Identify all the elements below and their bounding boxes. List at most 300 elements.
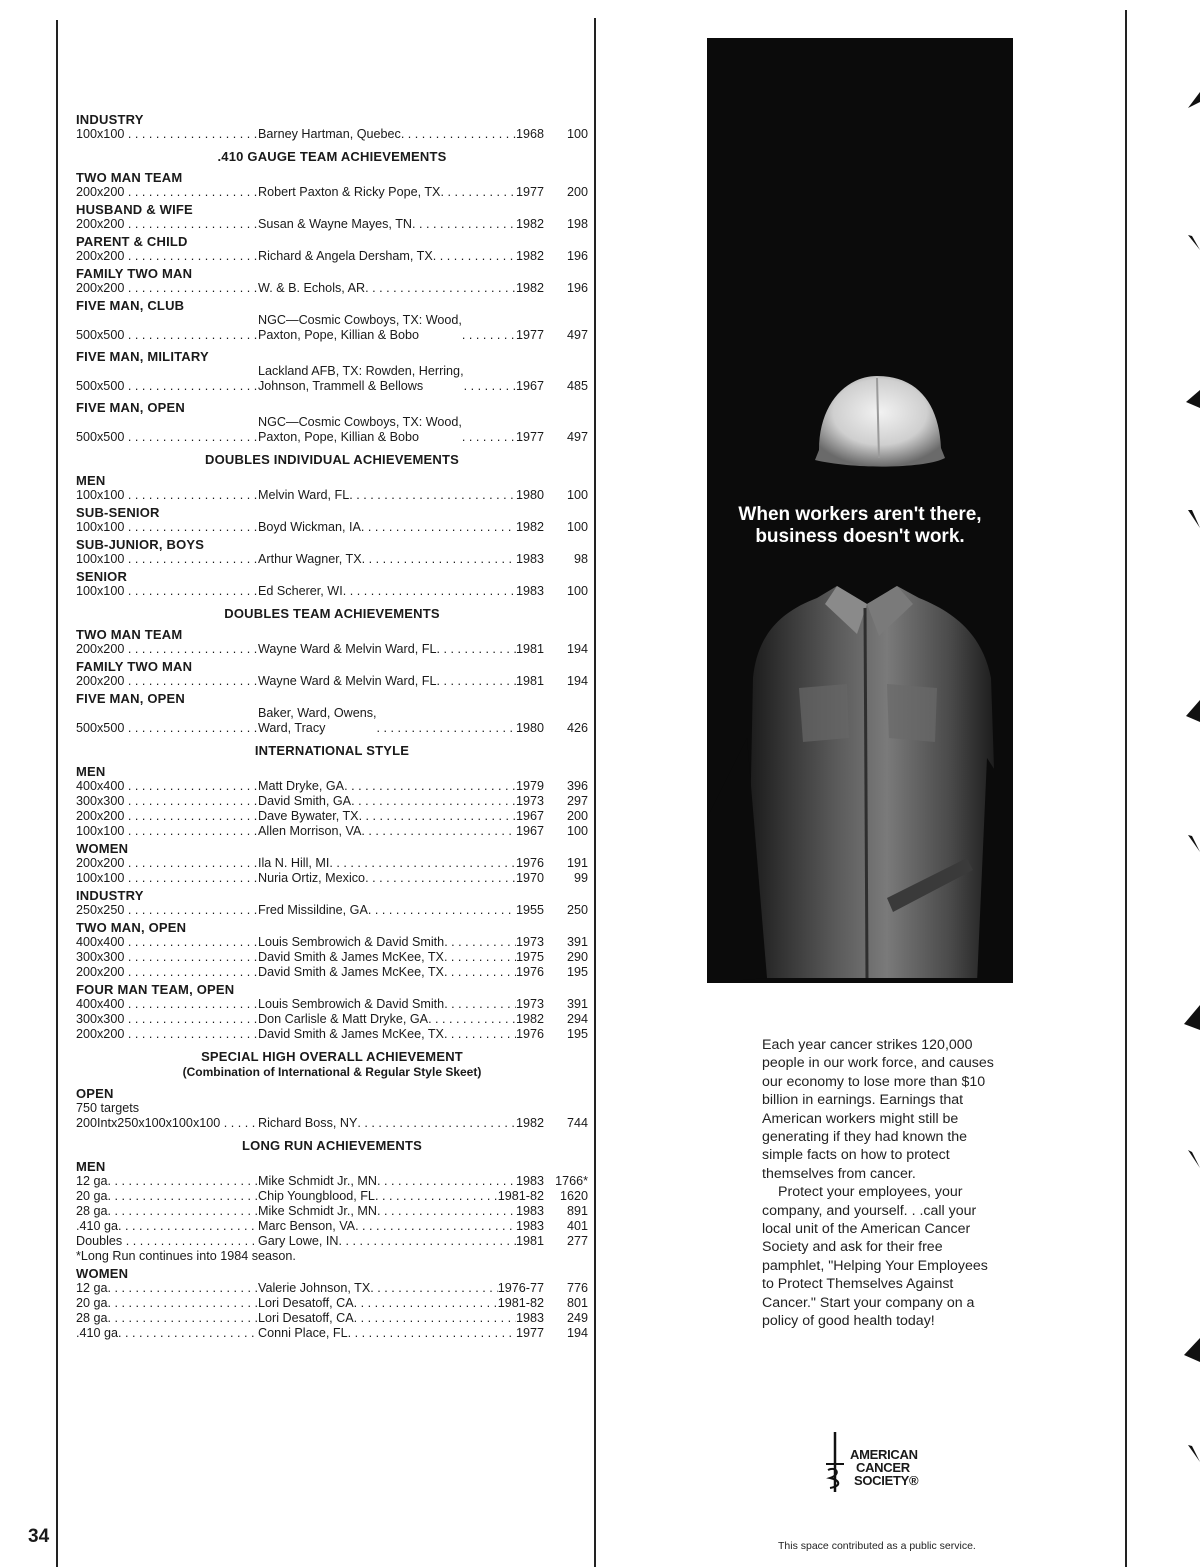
record-row bbox=[76, 185, 588, 200]
ad-body-paragraph-2: Protect your employees, your company, and yourself. . .call your local unit of the American Cancer Society and ask for their free pamphlet, "Helping Your Employees to Protect Themselves Against Cancer." Start your company on a policy of good health today! bbox=[762, 1184, 988, 1330]
category-heading: FIVE MAN, MILITARY bbox=[76, 349, 209, 364]
record-size: 100x100 . . . bbox=[76, 488, 258, 503]
record-score: 391 bbox=[566, 935, 588, 949]
record-score: 194 bbox=[566, 1326, 588, 1340]
record-year: 1976 bbox=[515, 856, 544, 870]
record-entry bbox=[258, 642, 544, 657]
leader-dots bbox=[436, 674, 516, 689]
record-size: 12 ga. . . . bbox=[76, 1281, 258, 1296]
record-size: 200x200 . . . bbox=[76, 281, 258, 296]
record-entry bbox=[258, 1234, 544, 1249]
record-row bbox=[76, 127, 588, 142]
record-holder: Matt Dryke, GA bbox=[258, 779, 345, 793]
record-row bbox=[76, 1219, 588, 1234]
record-size: 200x200 . . . bbox=[76, 642, 258, 657]
leader-dots bbox=[354, 1296, 498, 1311]
category-heading: INDUSTRY bbox=[76, 112, 144, 127]
leader-dots bbox=[433, 249, 516, 264]
section-heading: DOUBLES TEAM ACHIEVEMENTS bbox=[224, 606, 440, 621]
record-holder: Conni Place, FL bbox=[258, 1326, 348, 1340]
record-size: 200x200 . . . bbox=[76, 217, 258, 232]
record-year: 1977 bbox=[515, 1326, 544, 1340]
record-score: 391 bbox=[566, 997, 588, 1011]
record-score: 98 bbox=[573, 552, 588, 566]
record-size: 12 ga. . . . bbox=[76, 1174, 258, 1189]
ad-body-copy bbox=[762, 1036, 994, 1331]
record-row bbox=[76, 1174, 588, 1189]
record-holder: Robert Paxton & Ricky Pope, TX bbox=[258, 185, 441, 199]
record-year: 1982 bbox=[515, 1116, 544, 1130]
record-entry bbox=[258, 1012, 544, 1027]
record-score: 196 bbox=[566, 281, 588, 295]
leader-dots bbox=[349, 488, 516, 503]
record-score: 401 bbox=[566, 1219, 588, 1233]
leader-dots bbox=[344, 779, 516, 794]
record-score: 396 bbox=[566, 779, 588, 793]
records-column bbox=[76, 110, 588, 1341]
leader-dots bbox=[377, 1204, 516, 1219]
record-holder: Lori Desatoff, CA bbox=[258, 1296, 354, 1310]
section-subheading: (Combination of International & Regular Style Skeet) bbox=[182, 1065, 482, 1079]
record-size: 500x500 . . . bbox=[76, 430, 258, 445]
record-size: 200x200 . . . bbox=[76, 856, 258, 871]
record-entry bbox=[258, 1296, 544, 1311]
record-size: 250x250 . . . bbox=[76, 903, 258, 918]
record-size: 200x200 . . . bbox=[76, 809, 258, 824]
record-holder: David Smith & James McKee, TX bbox=[258, 950, 444, 964]
record-row bbox=[76, 903, 588, 918]
leader-dots bbox=[355, 1219, 516, 1234]
leader-dots bbox=[368, 903, 516, 918]
record-row bbox=[76, 1326, 588, 1341]
record-holder: Susan & Wayne Mayes, TN bbox=[258, 217, 412, 231]
record-score: 99 bbox=[573, 871, 588, 885]
leader-dots bbox=[377, 721, 516, 736]
leader-dots bbox=[436, 642, 516, 657]
record-row bbox=[76, 1234, 588, 1249]
record-holder: Valerie Johnson, TX bbox=[258, 1281, 371, 1295]
record-score: 195 bbox=[566, 965, 588, 979]
record-score: 198 bbox=[566, 217, 588, 231]
sword-icon bbox=[822, 1430, 848, 1500]
record-entry bbox=[258, 824, 544, 839]
category-heading: FIVE MAN, OPEN bbox=[76, 691, 185, 706]
record-year: 1975 bbox=[515, 950, 544, 964]
record-holder: Barney Hartman, Quebec bbox=[258, 127, 401, 141]
leader-dots bbox=[348, 1326, 516, 1341]
record-size: 20 ga. . . . bbox=[76, 1296, 258, 1311]
leader-dots bbox=[462, 328, 516, 343]
ad-headline-line2: business doesn't work. bbox=[755, 526, 965, 547]
record-score: 100 bbox=[566, 584, 588, 598]
leader-dots bbox=[343, 584, 516, 599]
edge-marks bbox=[1180, 0, 1200, 1567]
record-holder: Ila N. Hill, MI bbox=[258, 856, 330, 870]
leader-dots bbox=[444, 965, 516, 980]
record-row bbox=[76, 1311, 588, 1326]
record-size: 300x300 . . . bbox=[76, 794, 258, 809]
record-entry bbox=[258, 794, 544, 809]
record-score: 277 bbox=[566, 1234, 588, 1248]
record-year: 1980 bbox=[515, 488, 544, 502]
leader-dots bbox=[375, 1189, 498, 1204]
record-row bbox=[76, 1027, 588, 1042]
category-heading: FOUR MAN TEAM, OPEN bbox=[76, 982, 235, 997]
leader-dots bbox=[462, 430, 516, 445]
section-heading: SPECIAL HIGH OVERALL ACHIEVEMENT bbox=[201, 1049, 463, 1064]
record-row bbox=[76, 935, 588, 950]
category-heading: TWO MAN, OPEN bbox=[76, 920, 187, 935]
record-year: 1980 bbox=[515, 721, 544, 735]
record-score: 744 bbox=[566, 1116, 588, 1130]
record-year: 1977 bbox=[515, 185, 544, 199]
spacer bbox=[76, 343, 588, 347]
category-heading: INDUSTRY bbox=[76, 888, 144, 903]
record-size: 100x100 . . . bbox=[76, 127, 258, 142]
record-year: 1973 bbox=[515, 794, 544, 808]
record-holder: Gary Lowe, IN bbox=[258, 1234, 339, 1248]
record-entry bbox=[258, 1326, 544, 1341]
record-size: 100x100 . . . bbox=[76, 824, 258, 839]
record-row bbox=[76, 965, 588, 980]
leader-dots bbox=[428, 1012, 516, 1027]
record-score: 497 bbox=[566, 328, 588, 342]
leader-dots bbox=[401, 127, 516, 142]
record-size: 100x100 . . . bbox=[76, 871, 258, 886]
category-heading: TWO MAN TEAM bbox=[76, 627, 183, 642]
record-holder: NGC—Cosmic Cowboys, TX: Wood, Paxton, Pope, Killian & Bobo bbox=[258, 415, 462, 444]
record-entry bbox=[258, 127, 544, 142]
record-year: 1982 bbox=[515, 281, 544, 295]
leader-dots bbox=[359, 809, 516, 824]
record-entry bbox=[258, 364, 544, 394]
leader-dots bbox=[361, 824, 516, 839]
record-row bbox=[76, 779, 588, 794]
leader-dots bbox=[444, 950, 516, 965]
record-entry bbox=[258, 809, 544, 824]
record-year: 1976-77 bbox=[497, 1281, 544, 1295]
record-entry bbox=[258, 313, 544, 343]
record-entry bbox=[258, 488, 544, 503]
record-size: 100x100 . . . bbox=[76, 520, 258, 535]
record-entry bbox=[258, 779, 544, 794]
record-year: 1981-82 bbox=[497, 1189, 544, 1203]
record-size: 20 ga. . . . bbox=[76, 1189, 258, 1204]
record-entry bbox=[258, 584, 544, 599]
record-row bbox=[76, 824, 588, 839]
record-holder: Mike Schmidt Jr., MN bbox=[258, 1204, 377, 1218]
record-holder: Wayne Ward & Melvin Ward, FL bbox=[258, 674, 437, 688]
record-entry bbox=[258, 217, 544, 232]
record-year: 1981 bbox=[515, 1234, 544, 1248]
record-size: 400x400 . . . bbox=[76, 779, 258, 794]
record-entry bbox=[258, 706, 544, 736]
record-row bbox=[76, 642, 588, 657]
record-row bbox=[76, 809, 588, 824]
leader-dots bbox=[365, 281, 516, 296]
record-score: 497 bbox=[566, 430, 588, 444]
leader-dots bbox=[329, 856, 516, 871]
record-holder: Nuria Ortiz, Mexico bbox=[258, 871, 366, 885]
record-score: 801 bbox=[566, 1296, 588, 1310]
leader-dots bbox=[444, 997, 516, 1012]
record-score: 100 bbox=[566, 127, 588, 141]
ad-photo bbox=[707, 38, 1013, 983]
record-score: 194 bbox=[566, 674, 588, 688]
record-row bbox=[76, 249, 588, 264]
public-service-note: This space contributed as a public service. bbox=[778, 1540, 976, 1552]
leader-dots bbox=[377, 1174, 516, 1189]
record-year: 1970 bbox=[515, 871, 544, 885]
left-column-rule bbox=[56, 20, 58, 1567]
record-note: 750 targets bbox=[76, 1101, 140, 1115]
record-entry bbox=[258, 950, 544, 965]
record-holder: Lori Desatoff, CA bbox=[258, 1311, 354, 1325]
record-size: 200Intx250x100x100x100 . . . bbox=[76, 1116, 258, 1131]
record-entry bbox=[258, 965, 544, 980]
category-heading: FIVE MAN, CLUB bbox=[76, 298, 185, 313]
record-year: 1983 bbox=[515, 1311, 544, 1325]
record-row bbox=[76, 950, 588, 965]
record-entry bbox=[258, 856, 544, 871]
record-size: 500x500 . . . bbox=[76, 328, 258, 343]
record-entry bbox=[258, 997, 544, 1012]
record-row bbox=[76, 520, 588, 535]
record-entry bbox=[258, 552, 544, 567]
record-score: 776 bbox=[566, 1281, 588, 1295]
record-holder: David Smith, GA bbox=[258, 794, 352, 808]
record-row bbox=[76, 281, 588, 296]
record-holder: Fred Missildine, GA bbox=[258, 903, 368, 917]
record-holder: Ed Scherer, WI bbox=[258, 584, 343, 598]
category-heading: FIVE MAN, OPEN bbox=[76, 400, 185, 415]
record-score: 100 bbox=[566, 824, 588, 838]
category-heading: SENIOR bbox=[76, 569, 128, 584]
record-year: 1977 bbox=[515, 328, 544, 342]
record-year: 1983 bbox=[515, 1204, 544, 1218]
leader-dots bbox=[339, 1234, 516, 1249]
ad-body-paragraph-1: Each year cancer strikes 120,000 people in our work force, and causes our economy to lose more than $10 billion in earnings. Earnings that American workers might still be generating if they had known the simple facts on how to protect themselves from cancer. bbox=[762, 1037, 994, 1182]
record-score: 1620 bbox=[559, 1189, 588, 1203]
record-year: 1983 bbox=[515, 584, 544, 598]
record-holder: Dave Bywater, TX bbox=[258, 809, 359, 823]
right-column-rule bbox=[1125, 10, 1127, 1567]
leader-dots bbox=[464, 379, 516, 394]
record-row bbox=[76, 1189, 588, 1204]
leader-dots bbox=[444, 935, 516, 950]
record-holder: Boyd Wickman, IA bbox=[258, 520, 361, 534]
record-size: 500x500 . . . bbox=[76, 379, 258, 394]
record-size: 200x200 . . . bbox=[76, 674, 258, 689]
record-score: 891 bbox=[566, 1204, 588, 1218]
record-holder: David Smith & James McKee, TX bbox=[258, 965, 444, 979]
record-score: 290 bbox=[566, 950, 588, 964]
record-entry bbox=[258, 249, 544, 264]
record-year: 1981 bbox=[515, 642, 544, 656]
record-size: 200x200 . . . bbox=[76, 965, 258, 980]
category-heading: MEN bbox=[76, 473, 106, 488]
category-heading: TWO MAN TEAM bbox=[76, 170, 183, 185]
record-row bbox=[76, 488, 588, 503]
record-entry bbox=[258, 935, 544, 950]
record-score: 294 bbox=[566, 1012, 588, 1026]
leader-dots bbox=[412, 217, 516, 232]
record-year: 1981-82 bbox=[497, 1296, 544, 1310]
record-year: 1982 bbox=[515, 217, 544, 231]
record-holder: Marc Benson, VA bbox=[258, 1219, 356, 1233]
record-score: 194 bbox=[566, 642, 588, 656]
acs-logo-text bbox=[850, 1448, 918, 1487]
record-holder: David Smith & James McKee, TX bbox=[258, 1027, 444, 1041]
record-size: 400x400 . . . bbox=[76, 935, 258, 950]
record-size: .410 ga. . . . bbox=[76, 1326, 258, 1341]
record-holder: NGC—Cosmic Cowboys, TX: Wood, Paxton, Pope, Killian & Bobo bbox=[258, 313, 462, 342]
record-row bbox=[76, 1204, 588, 1219]
record-row bbox=[76, 1296, 588, 1311]
category-heading: WOMEN bbox=[76, 1266, 129, 1281]
record-row bbox=[76, 674, 588, 689]
record-holder: Arthur Wagner, TX bbox=[258, 552, 362, 566]
record-entry bbox=[258, 1204, 544, 1219]
record-size: 500x500 . . . bbox=[76, 721, 258, 736]
record-entry bbox=[258, 1281, 544, 1296]
record-score: 100 bbox=[566, 520, 588, 534]
category-heading: SUB-JUNIOR, BOYS bbox=[76, 537, 205, 552]
record-entry bbox=[258, 1311, 544, 1326]
leader-dots bbox=[354, 1311, 516, 1326]
record-holder: Wayne Ward & Melvin Ward, FL bbox=[258, 642, 437, 656]
leader-dots bbox=[444, 1027, 516, 1042]
leader-dots bbox=[370, 1281, 498, 1296]
record-year: 1979 bbox=[515, 779, 544, 793]
record-year: 1983 bbox=[515, 1219, 544, 1233]
category-heading: HUSBAND & WIFE bbox=[76, 202, 193, 217]
record-year: 1955 bbox=[515, 903, 544, 917]
section-heading: INTERNATIONAL STYLE bbox=[254, 743, 410, 758]
acs-logo-line3: SOCIETY® bbox=[854, 1473, 919, 1488]
record-score: 200 bbox=[566, 809, 588, 823]
leader-dots bbox=[362, 552, 516, 567]
record-year: 1982 bbox=[515, 520, 544, 534]
record-score: 485 bbox=[566, 379, 588, 393]
leader-dots bbox=[361, 520, 516, 535]
record-entry bbox=[258, 1219, 544, 1234]
record-year: 1982 bbox=[515, 249, 544, 263]
record-holder: Richard Boss, NY bbox=[258, 1116, 358, 1130]
record-row bbox=[76, 364, 588, 394]
record-entry bbox=[258, 281, 544, 296]
center-column-rule bbox=[594, 18, 596, 1567]
record-year: 1973 bbox=[515, 997, 544, 1011]
category-heading: PARENT & CHILD bbox=[76, 234, 188, 249]
leader-dots bbox=[365, 871, 516, 886]
record-year: 1967 bbox=[515, 809, 544, 823]
record-size: 200x200 . . . bbox=[76, 185, 258, 200]
record-size: 28 ga. . . . bbox=[76, 1311, 258, 1326]
record-score: 426 bbox=[566, 721, 588, 735]
record-entry bbox=[258, 1189, 544, 1204]
record-entry bbox=[258, 674, 544, 689]
category-heading: FAMILY TWO MAN bbox=[76, 266, 193, 281]
record-holder: Lackland AFB, TX: Rowden, Herring, Johnson, Trammell & Bellows bbox=[258, 364, 464, 393]
record-holder: Baker, Ward, Owens, Ward, Tracy bbox=[258, 706, 377, 735]
record-year: 1981 bbox=[515, 674, 544, 688]
record-row bbox=[76, 217, 588, 232]
record-holder: Chip Youngblood, FL bbox=[258, 1189, 375, 1203]
record-year: 1976 bbox=[515, 1027, 544, 1041]
record-size: 300x300 . . . bbox=[76, 1012, 258, 1027]
record-size: 100x100 . . . bbox=[76, 552, 258, 567]
record-score: 297 bbox=[566, 794, 588, 808]
record-row bbox=[76, 415, 588, 445]
record-year: 1983 bbox=[515, 1174, 544, 1188]
record-holder: Louis Sembrowich & David Smith bbox=[258, 997, 445, 1011]
record-row bbox=[76, 871, 588, 886]
record-holder: W. & B. Echols, AR bbox=[258, 281, 366, 295]
leader-dots bbox=[351, 794, 516, 809]
record-entry bbox=[258, 1027, 544, 1042]
ad-headline-line1: When workers aren't there, bbox=[738, 504, 982, 525]
record-size: 28 ga. . . . bbox=[76, 1204, 258, 1219]
record-entry bbox=[258, 1174, 544, 1189]
record-score: 100 bbox=[566, 488, 588, 502]
record-holder: Louis Sembrowich & David Smith bbox=[258, 935, 445, 949]
record-score: 200 bbox=[566, 185, 588, 199]
record-row bbox=[76, 706, 588, 736]
record-year: 1983 bbox=[515, 552, 544, 566]
record-score: 191 bbox=[566, 856, 588, 870]
record-year: 1973 bbox=[515, 935, 544, 949]
section-heading: .410 GAUGE TEAM ACHIEVEMENTS bbox=[217, 149, 447, 164]
acs-logo bbox=[822, 1430, 942, 1500]
record-holder: Melvin Ward, FL bbox=[258, 488, 350, 502]
record-score: 1766* bbox=[555, 1174, 588, 1188]
category-heading: SUB-SENIOR bbox=[76, 505, 160, 520]
record-entry bbox=[258, 415, 544, 445]
spacer bbox=[76, 394, 588, 398]
record-row bbox=[76, 1012, 588, 1027]
record-size: 300x300 . . . bbox=[76, 950, 258, 965]
record-size: Doubles . . . bbox=[76, 1234, 258, 1249]
record-entry bbox=[258, 1116, 544, 1131]
record-entry bbox=[258, 520, 544, 535]
category-heading: MEN bbox=[76, 1159, 106, 1174]
record-row bbox=[76, 584, 588, 599]
record-row bbox=[76, 552, 588, 567]
record-entry bbox=[258, 871, 544, 886]
record-row bbox=[76, 794, 588, 809]
record-entry bbox=[258, 903, 544, 918]
record-holder: Richard & Angela Dersham, TX bbox=[258, 249, 433, 263]
record-year: 1968 bbox=[515, 127, 544, 141]
section-heading: DOUBLES INDIVIDUAL ACHIEVEMENTS bbox=[205, 452, 459, 467]
record-year: 1982 bbox=[515, 1012, 544, 1026]
category-heading: FAMILY TWO MAN bbox=[76, 659, 193, 674]
leader-dots bbox=[357, 1116, 516, 1131]
acs-logo-line2: CANCER bbox=[856, 1460, 910, 1475]
record-year: 1967 bbox=[515, 824, 544, 838]
ad-headline bbox=[707, 504, 1013, 548]
record-note: *Long Run continues into 1984 season. bbox=[76, 1249, 296, 1263]
page-number: 34 bbox=[28, 1526, 50, 1547]
record-holder: Allen Morrison, VA bbox=[258, 824, 362, 838]
record-size: .410 ga. . . . bbox=[76, 1219, 258, 1234]
record-size: 400x400 . . . bbox=[76, 997, 258, 1012]
category-heading: WOMEN bbox=[76, 841, 129, 856]
category-heading: MEN bbox=[76, 764, 106, 779]
record-score: 196 bbox=[566, 249, 588, 263]
record-row bbox=[76, 1281, 588, 1296]
